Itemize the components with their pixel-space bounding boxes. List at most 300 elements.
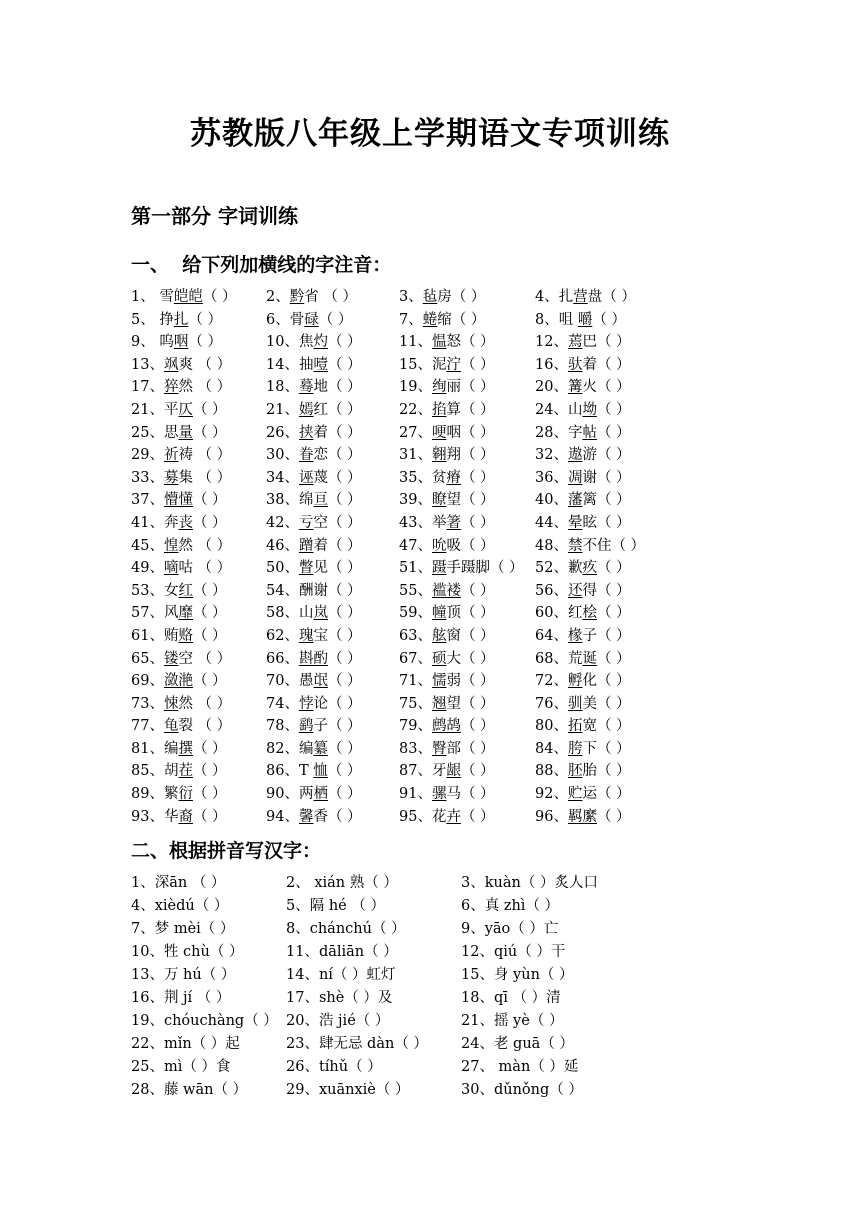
exercise-item (266, 535, 362, 558)
exercise-item (535, 444, 631, 467)
item-suffix: 然 （ ） (178, 379, 232, 396)
underlined-character: 祈 (163, 447, 179, 464)
item-number: 60、红 (535, 605, 583, 622)
item-suffix: 祷 （ ） (178, 447, 232, 464)
pinyin-item: 21、摇 yè（ ） (461, 1013, 564, 1029)
item-number: 5、 (131, 311, 160, 328)
exercise-item (399, 670, 495, 693)
underlined-character: 潋滟 (163, 673, 193, 690)
item-suffix: （ ） (327, 673, 362, 690)
exercise-row (131, 399, 671, 422)
underlined-character: 泞 (446, 356, 461, 373)
pinyin-item: 11、dāliān（ ） (286, 944, 398, 960)
item-number: 37、 (131, 492, 164, 509)
pinyin-item: 30、dǔnǒng（ ） (461, 1082, 583, 1098)
exercise-row (131, 467, 671, 490)
item-suffix: （ ） (188, 311, 222, 328)
item-suffix: （ ） (192, 401, 227, 418)
underlined-character: 晕 (567, 514, 583, 531)
exercise-item (131, 535, 231, 558)
exercise-item (399, 760, 495, 783)
item-suffix: 运（ ） (582, 786, 631, 803)
item-number: 32、 (535, 447, 568, 464)
exercise-item (266, 648, 362, 671)
underlined-character: 瞥 (298, 560, 314, 577)
underlined-character: 诬 (298, 469, 314, 486)
exercise-item (131, 806, 227, 829)
pinyin-item: 29、xuānxiè（ ） (286, 1082, 410, 1098)
exercise-row (131, 602, 671, 625)
underlined-character: 卉 (446, 808, 461, 825)
underlined-character: 箸 (446, 514, 461, 531)
item-number: 18、 (266, 379, 299, 396)
item-number: 46、 (266, 537, 299, 554)
underlined-character: 撰 (178, 740, 193, 757)
underlined-character: 愠 (431, 334, 447, 351)
exercise-row (131, 580, 671, 603)
item-number: 19、 (399, 379, 432, 396)
exercise-row (131, 1010, 691, 1033)
item-number: 83、 (399, 740, 432, 757)
underlined-character: 挟 (298, 424, 314, 441)
underlined-character: 羁縻 (567, 808, 597, 825)
item-number: 35、贫 (399, 469, 447, 486)
underlined-character: 懦 (431, 673, 447, 690)
item-number: 27、 (399, 424, 432, 441)
item-number: 15、泥 (399, 356, 447, 373)
underlined-character: 蔫 (567, 334, 583, 351)
exercise-item (535, 557, 631, 580)
underlined-character: 嫣 (298, 401, 314, 418)
underlined-character: 亘 (313, 492, 328, 509)
pinyin-item: 19、chóuchàng（ ） (131, 1013, 278, 1029)
pinyin-item: 20、浩 jié（ ） (286, 1013, 390, 1029)
underlined-character: 舷 (431, 627, 447, 644)
underlined-character: 蹭 (298, 537, 314, 554)
item-number: 70、愚 (266, 673, 314, 690)
underlined-character: 桧 (582, 605, 597, 622)
item-suffix: 吸（ ） (446, 537, 495, 554)
item-prefix: 呜 (159, 334, 174, 351)
item-number: 79、 (399, 718, 432, 735)
exercise-item (399, 783, 495, 806)
item-suffix: 翔（ ） (446, 447, 495, 464)
pinyin-item: 25、mì（ ）食 (131, 1059, 231, 1075)
exercise-item (266, 354, 362, 377)
section2-heading: 二、根据拼音写汉字： (131, 840, 322, 862)
item-prefix: 风 (163, 605, 179, 622)
underlined-character: 胚 (567, 763, 583, 780)
item-number: 30、 (266, 447, 299, 464)
item-suffix: （ ） (192, 582, 227, 599)
exercise-item (399, 309, 485, 332)
item-suffix: 裂 （ ） (178, 718, 232, 735)
item-number: 12、 (535, 334, 568, 351)
item-suffix: （ ） (327, 650, 362, 667)
underlined-character: 丧 (178, 514, 193, 531)
item-suffix: （ ） (192, 786, 227, 803)
item-suffix: （ ） (192, 627, 227, 644)
item-prefix: 繁 (163, 786, 179, 803)
item-suffix: （ ） (460, 582, 495, 599)
exercise-item (266, 670, 362, 693)
item-number: 9、 (131, 334, 160, 351)
item-suffix: 怒（ ） (446, 334, 495, 351)
item-prefix: 编 (163, 740, 179, 757)
exercise-item (399, 399, 495, 422)
underlined-character: 幢 (431, 605, 447, 622)
pinyin-item: 22、mǐn（ ）起 (131, 1036, 240, 1052)
item-number: 45、 (131, 537, 164, 554)
exercise-item (131, 648, 231, 671)
item-number: 26、 (266, 424, 299, 441)
underlined-character: 瞭 (431, 492, 447, 509)
item-suffix: （ ） (596, 650, 631, 667)
underlined-character: 仄 (178, 401, 193, 418)
exercise-item (535, 760, 631, 783)
exercise-row (131, 783, 671, 806)
item-number: 72、 (535, 673, 568, 690)
exercise-item (131, 444, 231, 467)
underlined-character: 灼 (313, 334, 328, 351)
item-suffix: 算（ ） (446, 401, 495, 418)
underlined-character: 悖 (298, 695, 314, 712)
item-number: 84、 (535, 740, 568, 757)
item-suffix: （ ） (188, 334, 222, 351)
underlined-character: 氓 (313, 673, 328, 690)
exercise-item (535, 331, 631, 354)
item-suffix: （ ） (192, 605, 227, 622)
pinyin-item: 2、 xián 熟（ ） (286, 875, 398, 891)
exercise-item (399, 715, 495, 738)
underlined-character: 帖 (582, 424, 597, 441)
item-suffix: 地（ ） (313, 379, 362, 396)
pinyin-item: 26、tíhǔ（ ） (286, 1059, 382, 1075)
item-suffix: 谢（ ） (582, 469, 631, 486)
exercise-item (266, 376, 362, 399)
item-number: 68、荒 (535, 650, 583, 667)
item-number: 4、扎 (535, 289, 574, 305)
pinyin-item: 1、深ān （ ） (131, 875, 226, 891)
underlined-character: 衍 (178, 786, 193, 803)
underlined-character: 诞 (582, 650, 597, 667)
exercise-item (399, 693, 495, 716)
item-number: 33、 (131, 469, 164, 486)
underlined-character: 岚 (313, 605, 328, 622)
item-suffix: （ ） (202, 289, 237, 305)
item-number: 96、 (535, 808, 568, 825)
item-prefix: 胡 (163, 763, 179, 780)
item-number: 50、 (266, 560, 299, 577)
item-number: 44、 (535, 514, 568, 531)
exercise-row (131, 286, 671, 309)
item-suffix: （ ） (327, 492, 362, 509)
item-suffix: 论（ ） (313, 695, 362, 712)
exercise-item (399, 512, 495, 535)
underlined-character: 栖 (313, 786, 328, 803)
item-number: 82、编 (266, 740, 314, 757)
exercise-item (399, 422, 495, 445)
item-number: 7、 (399, 311, 423, 328)
item-number: 66、 (266, 650, 299, 667)
item-number: 3、 (399, 289, 423, 305)
item-suffix: 火（ ） (582, 379, 631, 396)
exercise-row (131, 872, 691, 895)
item-suffix: （ ） (327, 605, 362, 622)
exercise-item (535, 783, 631, 806)
underlined-character: 斟酌 (298, 650, 328, 667)
exercise-item (535, 286, 636, 309)
pinyin-item: 27、 màn（ ）延 (461, 1059, 579, 1075)
item-number: 40、 (535, 492, 568, 509)
item-number: 39、 (399, 492, 432, 509)
underlined-character: 掐 (431, 401, 447, 418)
item-prefix: 华 (163, 808, 179, 825)
item-number: 85、 (131, 763, 164, 780)
item-number: 42、 (266, 514, 299, 531)
item-suffix: 顶（ ） (446, 605, 495, 622)
pinyin-item: 18、qī （ ）清 (461, 990, 561, 1006)
section1-heading: 一、 给下列加横线的字注音： (131, 254, 392, 276)
exercise-item (535, 715, 631, 738)
item-prefix: 思 (163, 424, 179, 441)
item-suffix: （ ） (596, 560, 631, 577)
underlined-character: 禁 (567, 537, 583, 554)
item-number: 56、 (535, 582, 568, 599)
item-suffix: （ ） (192, 492, 227, 509)
exercise-item (535, 580, 631, 603)
item-number: 92、 (535, 786, 568, 803)
item-number: 80、 (535, 718, 568, 735)
exercise-row (131, 557, 671, 580)
item-suffix: 省 （ ） (304, 289, 357, 305)
item-suffix: 部（ ） (446, 740, 495, 757)
item-number: 17、 (131, 379, 164, 396)
exercise-row (131, 489, 671, 512)
item-number: 47、 (399, 537, 432, 554)
exercise-item (131, 399, 227, 422)
item-suffix: 香（ ） (313, 808, 362, 825)
item-suffix: 大（ ） (446, 650, 495, 667)
item-number: 34、 (266, 469, 299, 486)
item-suffix: （ ） (327, 763, 362, 780)
item-suffix: 望（ ） (446, 695, 495, 712)
exercise-item (399, 286, 485, 309)
item-number: 11、 (399, 334, 432, 351)
exercise-item (535, 489, 631, 512)
underlined-character: 裔 (178, 808, 193, 825)
part-heading: 第一部分 字词训练 (131, 204, 298, 228)
item-number: 90、两 (266, 786, 314, 803)
exercise-item (399, 444, 495, 467)
pinyin-item: 23、肆无忌 dàn（ ） (286, 1036, 428, 1052)
item-number: 38、绵 (266, 492, 314, 509)
underlined-character: 黔 (289, 289, 305, 305)
exercise-row (131, 895, 691, 918)
exercise-item (535, 602, 631, 625)
underlined-character: 臀 (431, 740, 447, 757)
item-number: 91、 (399, 786, 432, 803)
exercise-item (266, 602, 362, 625)
exercise-item (266, 625, 362, 648)
item-number: 53、 (131, 582, 164, 599)
exercise-item (399, 738, 495, 761)
exercise-item (131, 354, 231, 377)
item-suffix: 不住（ ） (582, 537, 646, 554)
underlined-character: 猝 (163, 379, 179, 396)
item-number: 1、 (131, 289, 160, 305)
underlined-character: 篝 (567, 379, 583, 396)
exercise-item (535, 670, 631, 693)
exercise-item (535, 738, 631, 761)
exercise-row (131, 1033, 691, 1056)
exercise-item (266, 738, 362, 761)
item-suffix: （ ） (460, 763, 495, 780)
exercise-item (131, 422, 227, 445)
exercise-item (131, 760, 227, 783)
exercise-row (131, 964, 691, 987)
exercise-item (131, 512, 227, 535)
item-number: 2、 (266, 289, 290, 305)
item-number: 20、 (535, 379, 568, 396)
underlined-character: 靡 (178, 605, 193, 622)
pinyin-item: 16、荆 jí （ ） (131, 990, 231, 1006)
item-number: 16、 (535, 356, 568, 373)
underlined-character: 蹑 (431, 560, 447, 577)
exercise-item (266, 467, 362, 490)
item-number: 36、 (535, 469, 568, 486)
item-suffix: 红（ ） (313, 401, 362, 418)
exercise-item (131, 489, 227, 512)
underlined-character: 纂 (313, 740, 328, 757)
exercise-row (131, 941, 691, 964)
pinyin-item: 13、万 hú（ ） (131, 967, 236, 983)
exercise-item (131, 670, 227, 693)
pinyin-item: 8、chánchú（ ） (286, 921, 406, 937)
pinyin-item: 9、yāo（ ）亡 (461, 921, 559, 937)
exercise-item (399, 331, 495, 354)
exercise-item (399, 467, 495, 490)
exercise-item (131, 467, 231, 490)
item-number: 74、 (266, 695, 299, 712)
exercise-item (131, 309, 222, 332)
underlined-character: 募 (163, 469, 179, 486)
item-suffix: （ ） (460, 356, 495, 373)
item-suffix: 窗（ ） (446, 627, 495, 644)
exercise-row (131, 987, 691, 1010)
item-suffix: 手蹑脚（ ） (446, 560, 524, 577)
underlined-character: 拓 (567, 718, 583, 735)
exercise-row (131, 625, 671, 648)
underlined-character: 驮 (567, 356, 583, 373)
underlined-character: 翘 (431, 695, 447, 712)
item-suffix: 蔑（ ） (313, 469, 362, 486)
underlined-character: 褴褛 (431, 582, 461, 599)
underlined-character: 翱 (431, 447, 447, 464)
underlined-character: 瑰 (298, 627, 314, 644)
item-suffix: 宝（ ） (313, 627, 362, 644)
underlined-character: 龈 (446, 763, 461, 780)
item-number: 76、 (535, 695, 568, 712)
item-suffix: 丽（ ） (446, 379, 495, 396)
exercise-item (266, 557, 362, 580)
underlined-character: 硕 (431, 650, 447, 667)
underlined-character: 鹧鸪 (431, 718, 461, 735)
item-suffix: 篱（ ） (582, 492, 631, 509)
item-prefix: 女 (163, 582, 179, 599)
underlined-character: 骡 (431, 786, 447, 803)
underlined-character: 瘠 (446, 469, 461, 486)
item-suffix: 着（ ） (313, 537, 362, 554)
exercise-item (266, 286, 357, 309)
underlined-character: 蓦 (298, 379, 314, 396)
item-suffix: （ ） (460, 514, 495, 531)
underlined-character: 绚 (431, 379, 447, 396)
item-suffix: 着（ ） (313, 424, 362, 441)
exercise-item (535, 535, 645, 558)
item-number: 78、 (266, 718, 299, 735)
item-prefix: 贿 (163, 627, 179, 644)
item-number: 64、 (535, 627, 568, 644)
item-prefix: 奔 (163, 514, 179, 531)
item-number: 43、举 (399, 514, 447, 531)
exercise-item (131, 557, 231, 580)
underlined-character: 驯 (567, 695, 583, 712)
underlined-character: 红 (178, 582, 193, 599)
underlined-character: 哽 (431, 424, 447, 441)
item-number: 24、山 (535, 401, 583, 418)
exercise-item (266, 309, 352, 332)
exercise-item (535, 422, 631, 445)
item-number: 86、T (266, 763, 314, 780)
exercise-item (399, 376, 495, 399)
exercise-item (535, 693, 631, 716)
underlined-character: 孵 (567, 673, 583, 690)
underlined-character: 吮 (431, 537, 447, 554)
item-number: 87、牙 (399, 763, 447, 780)
item-prefix: 挣 (159, 311, 174, 328)
underlined-character: 嘀 (163, 560, 179, 577)
exercise-item (535, 309, 626, 332)
exercise-item (535, 806, 631, 829)
exercise-item (131, 331, 222, 354)
underlined-character: 飒 (163, 356, 179, 373)
exercise-item (535, 625, 631, 648)
item-suffix: （ ） (596, 424, 631, 441)
item-number: 65、 (131, 650, 164, 667)
exercise-item (535, 376, 631, 399)
item-number: 13、 (131, 356, 164, 373)
pinyin-item: 4、xièdú（ ） (131, 898, 229, 914)
exercise-item (266, 399, 362, 422)
underlined-character: 镂 (163, 650, 179, 667)
exercise-row (131, 760, 671, 783)
item-number: 63、 (399, 627, 432, 644)
pinyin-exercise-grid (131, 286, 671, 828)
item-number: 77、 (131, 718, 164, 735)
underlined-character: 皑皑 (173, 289, 203, 305)
item-suffix: （ ） (318, 311, 353, 328)
underlined-character: 毡 (422, 289, 438, 305)
exercise-item (399, 580, 495, 603)
underlined-character: 扎 (173, 311, 189, 328)
item-suffix: （ ） (460, 718, 495, 735)
exercise-item (399, 648, 495, 671)
item-number: 14、抽 (266, 356, 314, 373)
item-number: 55、 (399, 582, 432, 599)
item-suffix: 化（ ） (582, 673, 631, 690)
exercise-item (399, 489, 495, 512)
